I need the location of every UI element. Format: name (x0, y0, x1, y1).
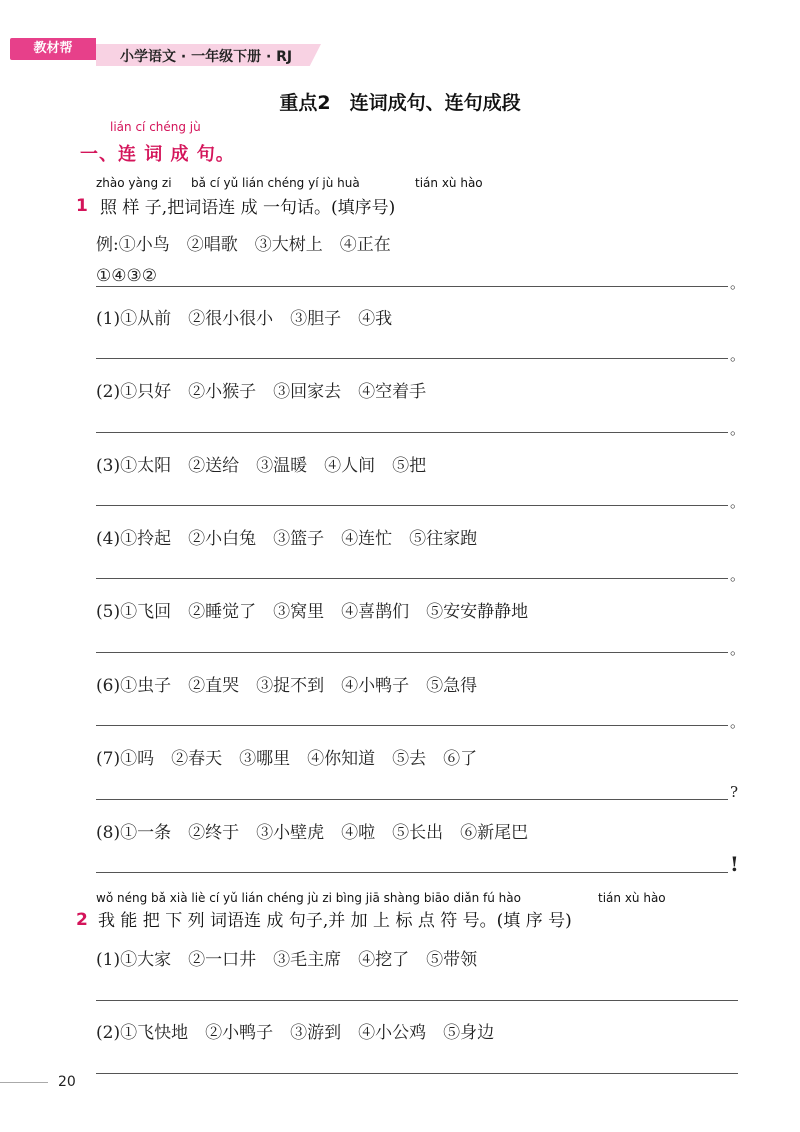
answer-line-3[interactable] (96, 505, 728, 506)
q1-item-3: (3)①太阳 ②送给 ③温暖 ④人间 ⑤把 (96, 456, 427, 476)
book-subject: 小学语文 · 一年级下册 · RJ (120, 49, 293, 65)
example-answer-line (96, 286, 728, 287)
section-heading: 一、连 词 成 句。 (80, 144, 235, 165)
q1-item-6: (6)①虫子 ②直哭 ③捉不到 ④小鸭子 ⑤急得 (96, 676, 478, 696)
q1-instruction: 照 样 子,把词语连 成 一句话。(填序号) (100, 198, 396, 218)
footer-rule (0, 1082, 48, 1083)
q1-item-4: (4)①拎起 ②小白兔 ③篮子 ④连忙 ⑤往家跑 (96, 529, 478, 549)
section-pinyin: lián cí chéng jù (110, 120, 201, 134)
end-mark-1: 。 (730, 346, 746, 364)
q2-pinyin-2: tián xù hào (598, 891, 666, 905)
answer-line-2[interactable] (96, 432, 728, 433)
example-end-mark: 。 (730, 274, 746, 292)
end-mark-6: 。 (730, 713, 746, 731)
brand-tag: 教材帮 (10, 38, 96, 60)
page-number: 20 (58, 1074, 76, 1090)
q1-example-answer: ①④③② (96, 266, 157, 286)
q2-answer-line-2[interactable] (96, 1073, 738, 1074)
answer-line-1[interactable] (96, 358, 728, 359)
answer-line-8[interactable] (96, 872, 728, 873)
end-mark-7: ? (730, 783, 739, 801)
q1-item-2: (2)①只好 ②小猴子 ③回家去 ④空着手 (96, 382, 427, 402)
q1-pinyin-1: zhào yàng zi (96, 176, 172, 190)
q2-answer-line-1[interactable] (96, 1000, 738, 1001)
q1-number: 1 (76, 196, 88, 216)
q1-pinyin-3: tián xù hào (415, 176, 483, 190)
end-mark-2: 。 (730, 420, 746, 438)
q2-instruction: 我 能 把 下 列 词语连 成 句子,并 加 上 标 点 符 号。(填 序 号) (98, 911, 572, 931)
answer-line-6[interactable] (96, 725, 728, 726)
q1-item-1: (1)①从前 ②很小很小 ③胆子 ④我 (96, 309, 393, 329)
q1-example: 例:①小鸟 ②唱歌 ③大树上 ④正在 (96, 235, 391, 255)
end-mark-3: 。 (730, 493, 746, 511)
q1-item-8: (8)①一条 ②终于 ③小壁虎 ④啦 ⑤长出 ⑥新尾巴 (96, 823, 529, 843)
end-mark-8: ! (730, 852, 739, 876)
q2-number: 2 (76, 910, 88, 930)
q2-pinyin-1: wǒ néng bǎ xià liè cí yǔ lián chéng jù zi bìng jiā shàng biāo diǎn fú hào (96, 891, 521, 905)
end-mark-5: 。 (730, 640, 746, 658)
answer-line-4[interactable] (96, 578, 728, 579)
q2-item-2: (2)①飞快地 ②小鸭子 ③游到 ④小公鸡 ⑤身边 (96, 1023, 495, 1043)
answer-line-5[interactable] (96, 652, 728, 653)
q2-item-1: (1)①大家 ②一口井 ③毛主席 ④挖了 ⑤带领 (96, 950, 478, 970)
end-mark-4: 。 (730, 566, 746, 584)
page-title: 重点2 连词成句、连句成段 (279, 92, 521, 114)
q1-item-5: (5)①飞回 ②睡觉了 ③窝里 ④喜鹊们 ⑤安安静静地 (96, 602, 529, 622)
q1-item-7: (7)①吗 ②春天 ③哪里 ④你知道 ⑤去 ⑥了 (96, 749, 478, 769)
answer-line-7[interactable] (96, 799, 728, 800)
q1-pinyin-2: bǎ cí yǔ lián chéng yí jù huà (191, 176, 360, 190)
